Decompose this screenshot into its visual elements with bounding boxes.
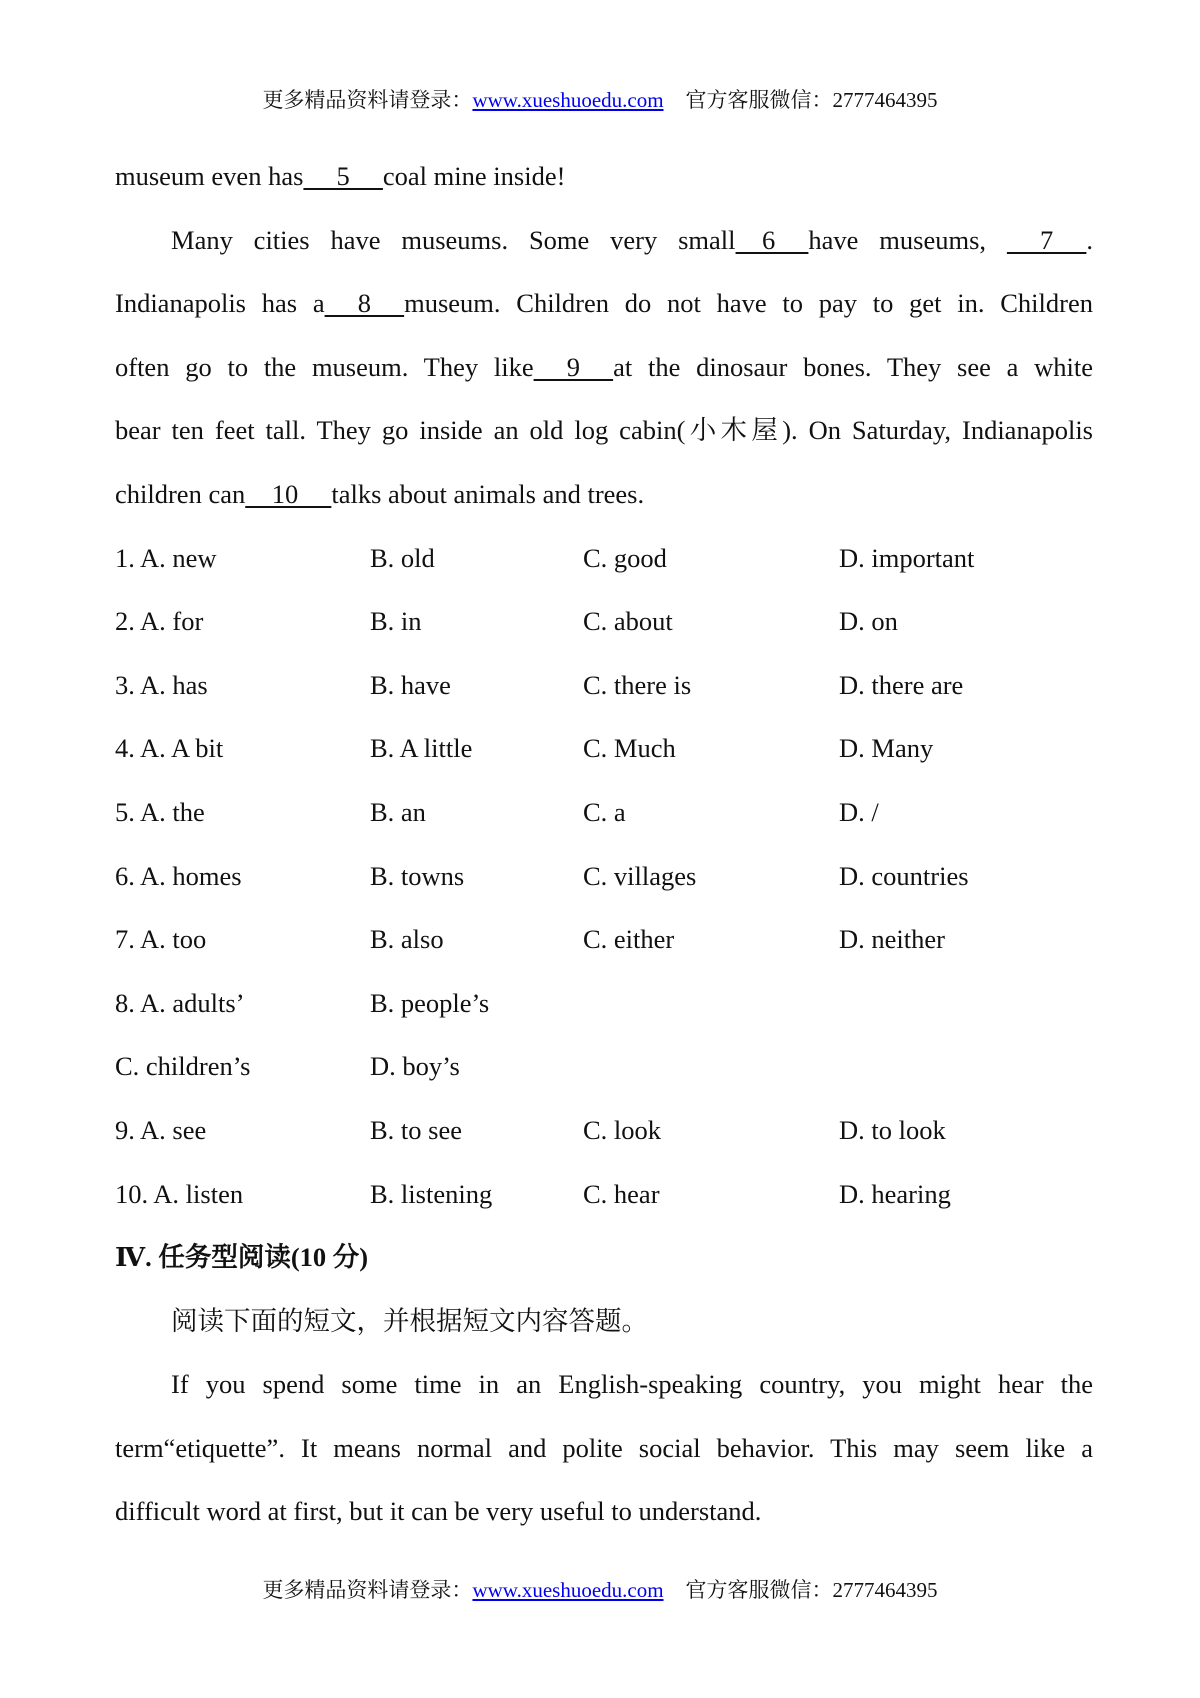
footer-wechat: 官方客服微信：2777464395: [685, 1578, 938, 1602]
options-row-6: 6. A. homes B. towns C. villages D. countries: [115, 860, 969, 891]
passage-line-5: bear ten feet tall. They go inside an old log cabin(小木屋). On Saturday, Indianapolis: [115, 415, 1093, 446]
blank-9: 9: [533, 351, 614, 382]
passage-line-2: Many cities have museums. Some very small 6 have museums, 7 .: [115, 209, 1093, 273]
header-wechat: 官方客服微信：2777464395: [685, 88, 938, 112]
passage2-line-1: If you spend some time in an English-speaking country, you might hear the: [171, 1369, 1093, 1400]
blank-5: 5: [303, 161, 383, 191]
passage-line-1: museum even has 5 coal mine inside!: [115, 145, 1093, 209]
passage2-line-3: difficult word at first, but it can be very useful to understand.: [115, 1496, 762, 1527]
passage-line-3: Indianapolis has a 8 museum. Children do not have to pay to get in. Children: [115, 272, 1093, 336]
passage-line-4: often go to the museum. They like 9 at the dinosaur bones. They see a white: [115, 336, 1093, 400]
passage-line-6: children can 10 talks about animals and trees.: [115, 463, 1093, 527]
header-prefix: 更多精品资料请登录：: [262, 88, 473, 112]
page-header: [0, 86, 1200, 114]
blank-8: 8: [324, 288, 405, 319]
options-row-8b: C. children’s D. boy’s: [115, 1051, 460, 1082]
options-row-4: 4. A. A bit B. A little C. Much D. Many: [115, 733, 934, 764]
section-heading: Ⅳ. 任务型阅读(10 分): [115, 1242, 369, 1273]
options-row-2: 2. A. for B. in C. about D. on: [115, 606, 898, 637]
section-instruction: 阅读下面的短文，并根据短文内容答题。: [171, 1305, 648, 1336]
header-link[interactable]: www.xueshuoedu.com: [472, 88, 664, 112]
blank-6: 6: [735, 224, 809, 255]
page-footer: [0, 1576, 1200, 1604]
options-row-7: 7. A. too B. also C. either D. neither: [115, 924, 945, 955]
passage2-line-2: term“etiquette”. It means normal and polite social behavior. This may seem like a: [115, 1432, 1093, 1463]
options-row-10: 10. A. listen B. listening C. hear D. hearing: [115, 1178, 951, 1209]
blank-10: 10: [245, 478, 332, 509]
footer-prefix: 更多精品资料请登录：: [262, 1578, 473, 1602]
blank-7: 7: [1006, 224, 1087, 255]
options-row-8: 8. A. adults’ B. people’s: [115, 987, 490, 1018]
page-content: [115, 145, 1093, 1544]
options-row-5: 5. A. the B. an C. a D. /: [115, 796, 879, 827]
options-row-3: 3. A. has B. have C. there is D. there are: [115, 669, 964, 700]
options-row-9: 9. A. see B. to see C. look D. to look: [115, 1114, 946, 1145]
options-row-1: 1. A. new B. old C. good D. important: [115, 542, 975, 573]
footer-link[interactable]: www.xueshuoedu.com: [472, 1578, 664, 1602]
